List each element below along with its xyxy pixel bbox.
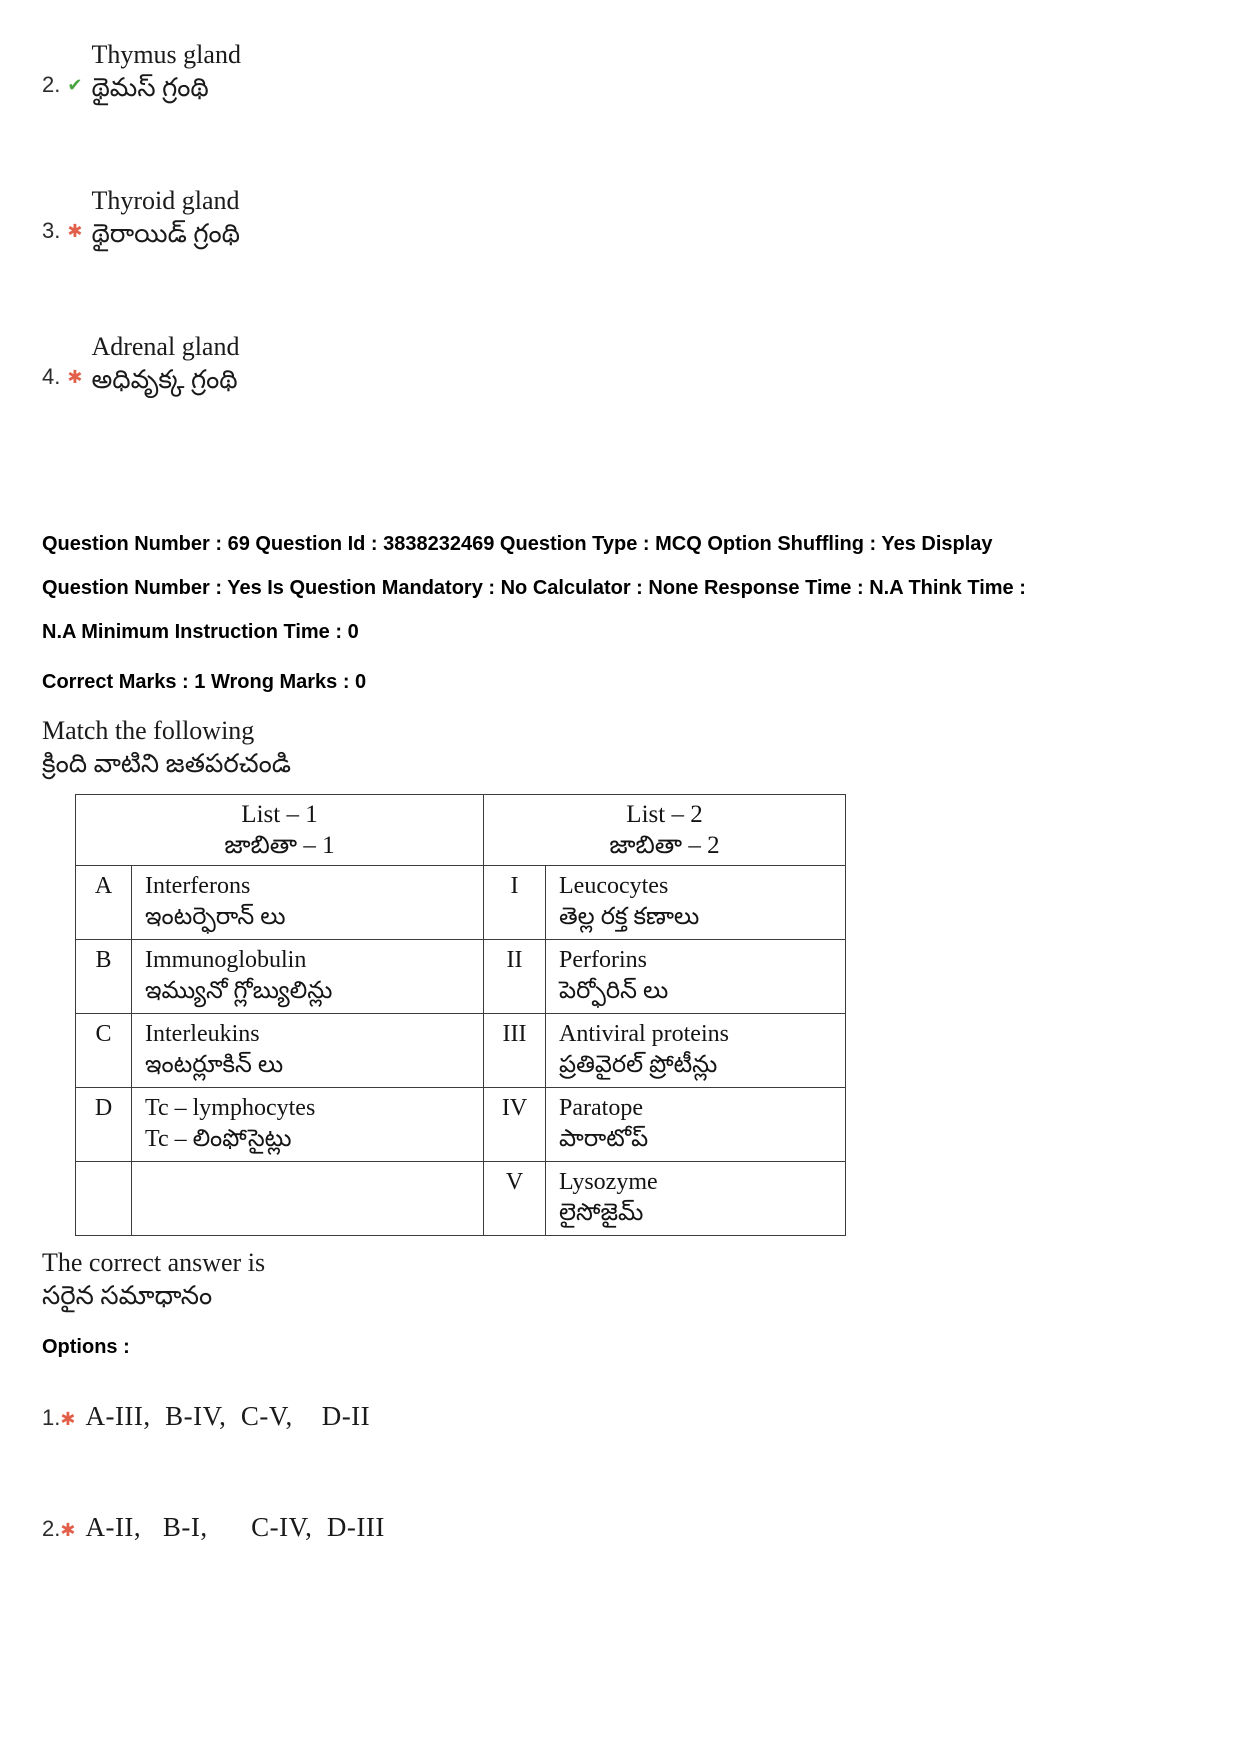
list2-key-cell: I: [484, 866, 546, 940]
list1-key-cell: A: [76, 866, 132, 940]
cell-telugu: పెర్ఫోరిన్ లు: [559, 978, 669, 1004]
option-text-telugu: థైరాయిడ్ గ్రంథి: [91, 219, 241, 248]
cell-telugu: పారాటోప్: [559, 1126, 649, 1152]
option-lead: [42, 364, 82, 396]
cell-english: Lysozyme: [559, 1169, 658, 1195]
cross-icon: ✱: [60, 1409, 76, 1429]
cell-english: Leucocytes: [559, 873, 669, 899]
question-metadata: Question Number : 69 Question Id : 3838232469 Question Type : MCQ Option Shuffling : Yes Display Question Number : Yes Is Question Mandatory : No Calculator : None Response Time : N.A Think Time : N.A Minimum Instruction Time : 0: [42, 533, 1026, 643]
option-text-english: Thymus gland: [91, 40, 241, 69]
option-text: [91, 184, 240, 250]
table-row-d: [76, 1088, 846, 1162]
list1-header: [76, 795, 484, 866]
previous-question-options: [42, 38, 1240, 396]
cell-telugu: ప్రతివైరల్ ప్రోటీన్లు: [559, 1052, 718, 1078]
list1-text-cell: [132, 866, 484, 940]
list1-key-cell: C: [76, 1014, 132, 1088]
table-row-a: [76, 866, 846, 940]
list1-text-cell: [132, 940, 484, 1014]
options-label: Options :: [42, 1336, 130, 1358]
option-answer-text: A-II, B-I, C-IV, D-III: [85, 1512, 385, 1542]
list2-text-cell: [546, 866, 846, 940]
list2-text-cell: [546, 1014, 846, 1088]
option-text-english: Thyroid gland: [91, 186, 240, 215]
check-icon: ✔: [67, 75, 83, 95]
table-header-row: [76, 795, 846, 866]
list2-key-cell: II: [484, 940, 546, 1014]
question-text-english: Match the following: [42, 716, 255, 745]
list2-header: [484, 795, 846, 866]
cell-english: Interferons: [145, 873, 251, 899]
list1-header-english: List – 1: [241, 801, 318, 828]
cell-english: Tc – lymphocytes: [145, 1095, 316, 1121]
answer-heading-english: The correct answer is: [42, 1248, 266, 1277]
cell-telugu: లైసోజైమ్: [559, 1200, 644, 1226]
list2-text-cell: [546, 940, 846, 1014]
option-text-english: Adrenal gland: [91, 332, 240, 361]
list1-header-telugu: జాబితా – 1: [224, 832, 335, 859]
answer-heading: [42, 1246, 1240, 1312]
cell-english: Perforins: [559, 947, 647, 973]
question-text-telugu: క్రింది వాటిని జతపరచండి: [42, 749, 292, 778]
table-row-v: [76, 1162, 846, 1236]
option-number: 4.: [42, 364, 61, 389]
list2-text-cell: [546, 1162, 846, 1236]
table-row-b: [76, 940, 846, 1014]
list2-key-cell: IV: [484, 1088, 546, 1162]
option-row-2: [42, 38, 1240, 104]
match-table: [75, 794, 846, 1236]
option-row-4: [42, 330, 1240, 396]
cell-telugu: తెల్ల రక్త కణాలు: [559, 904, 700, 930]
answer-heading-telugu: సరైన సమాధానం: [42, 1281, 213, 1310]
list1-key-cell: B: [76, 940, 132, 1014]
cross-icon: ✱: [67, 367, 83, 387]
list2-key-cell: III: [484, 1014, 546, 1088]
option-number: 2.: [42, 72, 61, 97]
list1-text-cell: [132, 1088, 484, 1162]
cell-english: Interleukins: [145, 1021, 260, 1047]
option-text-telugu: థైమస్ గ్రంథి: [91, 73, 209, 102]
cross-icon: ✱: [60, 1520, 76, 1540]
cell-telugu: ఇమ్యునో గ్లోబ్యులిన్లు: [145, 978, 333, 1004]
list1-text-cell: [132, 1014, 484, 1088]
marks-line: Correct Marks : 1 Wrong Marks : 0: [42, 671, 367, 693]
list2-header-english: List – 2: [626, 801, 703, 828]
option-text-telugu: అధివృక్క గ్రంథి: [91, 365, 238, 394]
answer-option-2: [42, 1512, 1240, 1543]
list1-key-cell: D: [76, 1088, 132, 1162]
cell-telugu: ఇంటర్లూకిన్ లు: [145, 1052, 284, 1078]
question-stem: [42, 714, 1240, 780]
option-lead: [42, 72, 82, 104]
cell-english: Paratope: [559, 1095, 643, 1121]
cell-english: Antiviral proteins: [559, 1021, 729, 1047]
cell-english: Immunoglobulin: [145, 947, 307, 973]
option-number: 3.: [42, 218, 61, 243]
list2-key-cell: V: [484, 1162, 546, 1236]
cell-telugu: Tc – లింఫోసైట్లు: [145, 1126, 292, 1152]
answer-option-1: [42, 1401, 1240, 1432]
option-number: 2.: [42, 1516, 61, 1541]
list1-text-cell: [132, 1162, 484, 1236]
list2-header-telugu: జాబితా – 2: [609, 832, 720, 859]
cross-icon: ✱: [67, 221, 83, 241]
list2-text-cell: [546, 1088, 846, 1162]
cell-telugu: ఇంటర్ఫెరాన్ లు: [145, 904, 286, 930]
option-text: [91, 38, 241, 104]
option-row-3: [42, 184, 1240, 250]
option-text: [91, 330, 239, 396]
option-lead: [42, 218, 82, 250]
list1-key-cell: [76, 1162, 132, 1236]
option-answer-text: A-III, B-IV, C-V, D-II: [85, 1401, 371, 1431]
table-row-c: [76, 1014, 846, 1088]
option-number: 1.: [42, 1405, 61, 1430]
